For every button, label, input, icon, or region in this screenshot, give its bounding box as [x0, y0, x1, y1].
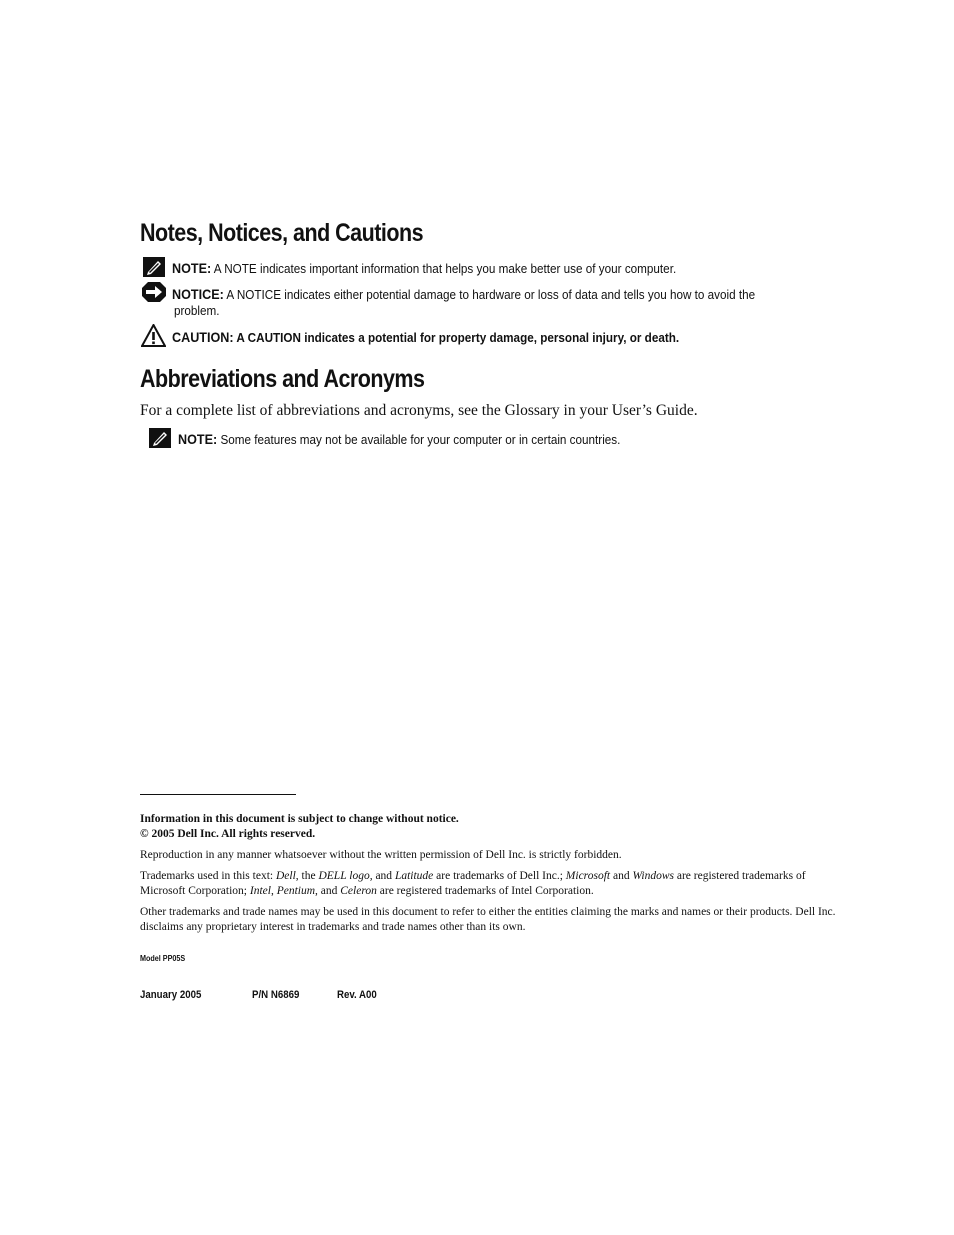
tm-microsoft: Microsoft [565, 870, 611, 882]
footer-notice [140, 812, 840, 842]
note-body: A NOTE indicates important information that helps you make better use of your computer. [211, 261, 677, 276]
footer-copyright: © 2005 Dell Inc. All rights reserved. [140, 828, 316, 840]
tm-text: , [270, 885, 277, 897]
tm-intel: Intel [249, 885, 271, 897]
note-label: NOTE: [172, 260, 212, 276]
tm-text: , and [315, 885, 341, 897]
pencil-note-icon [143, 257, 165, 277]
tm-text: are trademarks of Dell Inc.; [433, 870, 566, 882]
caution-text [172, 329, 679, 345]
tm-latitude: Latitude [394, 870, 434, 882]
tm-windows: Windows [632, 870, 674, 882]
tm-text: , the [295, 870, 319, 882]
tm-text: are registered trademarks of Intel Corporation. [376, 885, 594, 897]
footer-change-notice: Information in this document is subject to change without notice. [140, 813, 459, 825]
tm-dell: Dell [275, 870, 296, 882]
pencil-note-icon [149, 428, 171, 448]
note-text [172, 260, 676, 276]
revision: Rev. A00 [337, 989, 377, 1001]
features-note-text [178, 431, 620, 447]
footer-rule [140, 794, 296, 795]
features-note-body: Some features may not be available for your computer or in certain countries. [217, 432, 621, 447]
notice-text [172, 286, 755, 302]
caution-body: A CAUTION indicates a potential for property damage, personal injury, or death. [233, 330, 680, 345]
tm-celeron: Celeron [340, 885, 377, 897]
part-number: P/N N6869 [252, 989, 300, 1001]
model-number: Model PP05S [140, 954, 186, 963]
tm-text: and [372, 870, 395, 882]
footer-other-trademarks: Other trademarks and trade names may be used in this document to refer to either the entities claiming the marks and names or their products. Dell Inc. disclaims any proprietary interest in trademarks and trade names other than its own. [140, 906, 836, 933]
tm-dell-logo: DELL logo, [318, 870, 373, 882]
tm-text: and [610, 870, 633, 882]
section-heading-notes: Notes, Notices, and Cautions [140, 219, 424, 247]
tm-text: Trademarks used in this text: [140, 870, 276, 882]
notice-label: NOTICE: [172, 286, 224, 302]
caution-label: CAUTION: [172, 329, 234, 345]
tm-text: are registered trademarks of Microsoft Corporation; [140, 870, 806, 897]
publication-date: January 2005 [140, 989, 202, 1001]
footer-reproduction: Reproduction in any manner whatsoever without the written permission of Dell Inc. is strictly forbidden. [140, 849, 622, 861]
notice-body: A NOTICE indicates either potential damage to hardware or loss of data and tells you how to avoid the [223, 287, 756, 302]
footer-trademarks [140, 869, 850, 899]
features-note-label: NOTE: [178, 431, 218, 447]
abbreviations-body: For a complete list of abbreviations and acronyms, see the Glossary in your User’s Guide. [140, 402, 698, 419]
section-heading-abbreviations: Abbreviations and Acronyms [140, 365, 425, 393]
warning-triangle-icon [141, 324, 166, 347]
arrow-notice-icon [142, 282, 166, 302]
notice-text-continued: problem. [174, 303, 220, 318]
tm-pentium: Pentium [276, 885, 316, 897]
